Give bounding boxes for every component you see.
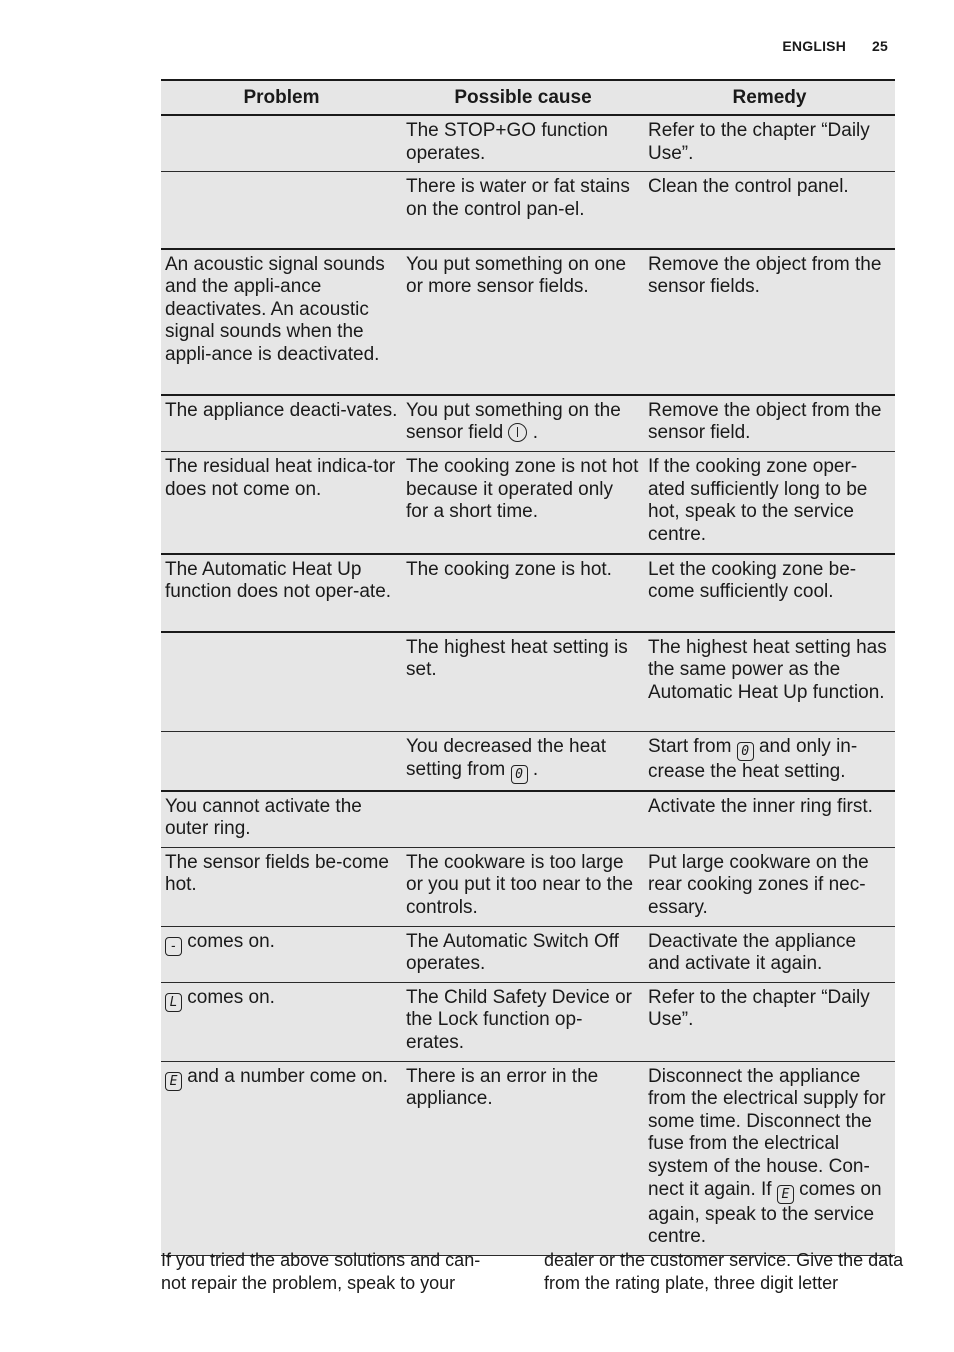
remedy-text-end: comes on again, speak to the service centre. [648, 1178, 882, 1248]
footer-text-right: dealer or the customer service. Give the data from the rating plate, three digit letter [544, 1250, 904, 1293]
remedy-cell: Deactivate the appliance and activate it again. [644, 926, 895, 982]
error-symbol-icon: E [777, 1185, 794, 1204]
troubleshooting-table [161, 79, 895, 1256]
table-row [161, 452, 895, 554]
table-row [161, 732, 895, 791]
table-header-row [161, 80, 895, 115]
problem-cell [161, 982, 402, 1061]
problem-cell: The appliance deacti-vates. [161, 395, 402, 452]
remedy-cell [644, 732, 895, 791]
problem-text: comes on. [187, 930, 275, 952]
table-row [161, 847, 895, 926]
cause-cell [402, 732, 644, 791]
cause-cell: The cooking zone is not hot because it operated only for a short time. [402, 452, 644, 554]
problem-cell [161, 115, 402, 172]
problem-cell: The residual heat indica-tor does not come on. [161, 452, 402, 554]
problem-text: and a number come on. [187, 1065, 388, 1087]
problem-cell [161, 172, 402, 249]
lock-symbol-icon: L [165, 993, 182, 1012]
cause-cell: The highest heat setting is set. [402, 632, 644, 732]
table-row [161, 632, 895, 732]
remedy-text: Disconnect the appliance from the electrical supply for some time. Disconnect the fuse from the electrical system of the house. Con-nect it again. If [648, 1065, 886, 1200]
remedy-text: Start from [648, 736, 732, 758]
remedy-cell: Refer to the chapter “Daily Use”. [644, 115, 895, 172]
page-number: 25 [872, 38, 888, 54]
language-label: ENGLISH [782, 38, 847, 54]
problem-cell: The sensor fields be-come hot. [161, 847, 402, 926]
remedy-cell: Let the cooking zone be-come sufficiently cool. [644, 554, 895, 632]
cause-cell: There is water or fat stains on the control pan-el. [402, 172, 644, 249]
footer-text-left: If you tried the above solutions and can-not repair the problem, speak to your [161, 1250, 481, 1293]
heat-setting-zero-icon: 0 [511, 765, 528, 784]
remedy-cell: Remove the object from the sensor field. [644, 395, 895, 452]
problem-cell [161, 926, 402, 982]
column-header-remedy: Remedy [644, 80, 895, 115]
remedy-cell: The highest heat setting has the same power as the Automatic Heat Up function. [644, 632, 895, 732]
column-header-cause: Possible cause [402, 80, 644, 115]
table-row [161, 926, 895, 982]
cause-cell: There is an error in the appliance. [402, 1061, 644, 1255]
power-icon [508, 423, 527, 442]
cause-cell: You put something on one or more sensor fields. [402, 249, 644, 395]
heat-setting-zero-icon: 0 [737, 742, 754, 761]
problem-cell [161, 732, 402, 791]
remedy-cell: Remove the object from the sensor fields. [644, 249, 895, 395]
cause-text-end: . [532, 758, 539, 780]
cause-cell [402, 791, 644, 848]
remedy-cell: Clean the control panel. [644, 172, 895, 249]
cause-cell: The STOP+GO function operates. [402, 115, 644, 172]
column-header-problem: Problem [161, 80, 402, 115]
remedy-text-end: and only in-crease the heat setting. [648, 736, 858, 783]
cause-cell: The cookware is too large or you put it too near to the controls. [402, 847, 644, 926]
cause-text-end: . [532, 422, 539, 444]
page-header [782, 38, 888, 54]
remedy-cell [644, 1061, 895, 1255]
table-row [161, 249, 895, 395]
problem-text: comes on. [187, 986, 275, 1008]
table-row [161, 172, 895, 249]
table-row [161, 115, 895, 172]
cause-text: You put something on the sensor field [406, 399, 621, 444]
cause-cell: The Child Safety Device or the Lock function op-erates. [402, 982, 644, 1061]
problem-cell [161, 1061, 402, 1255]
cause-text: You decreased the heat setting from [406, 736, 607, 780]
problem-cell [161, 632, 402, 732]
cause-cell: The Automatic Switch Off operates. [402, 926, 644, 982]
problem-cell: The Automatic Heat Up function does not oper-ate. [161, 554, 402, 632]
remedy-cell: If the cooking zone oper-ated sufficiently long to be hot, speak to the service centre. [644, 452, 895, 554]
remedy-cell: Activate the inner ring first. [644, 791, 895, 848]
error-symbol-icon: E [165, 1072, 182, 1091]
table-row [161, 1061, 895, 1255]
table-row [161, 395, 895, 452]
remedy-cell: Put large cookware on the rear cooking zones if nec-essary. [644, 847, 895, 926]
problem-cell: You cannot activate the outer ring. [161, 791, 402, 848]
dash-symbol-icon: - [165, 937, 182, 956]
table-row [161, 554, 895, 632]
remedy-cell: Refer to the chapter “Daily Use”. [644, 982, 895, 1061]
cause-cell [402, 395, 644, 452]
table-row [161, 982, 895, 1061]
problem-cell: An acoustic signal sounds and the appli-ance deactivates. An acoustic signal sounds when the appli-ance is deactivated. [161, 249, 402, 395]
table-row [161, 791, 895, 848]
cause-cell: The cooking zone is hot. [402, 554, 644, 632]
